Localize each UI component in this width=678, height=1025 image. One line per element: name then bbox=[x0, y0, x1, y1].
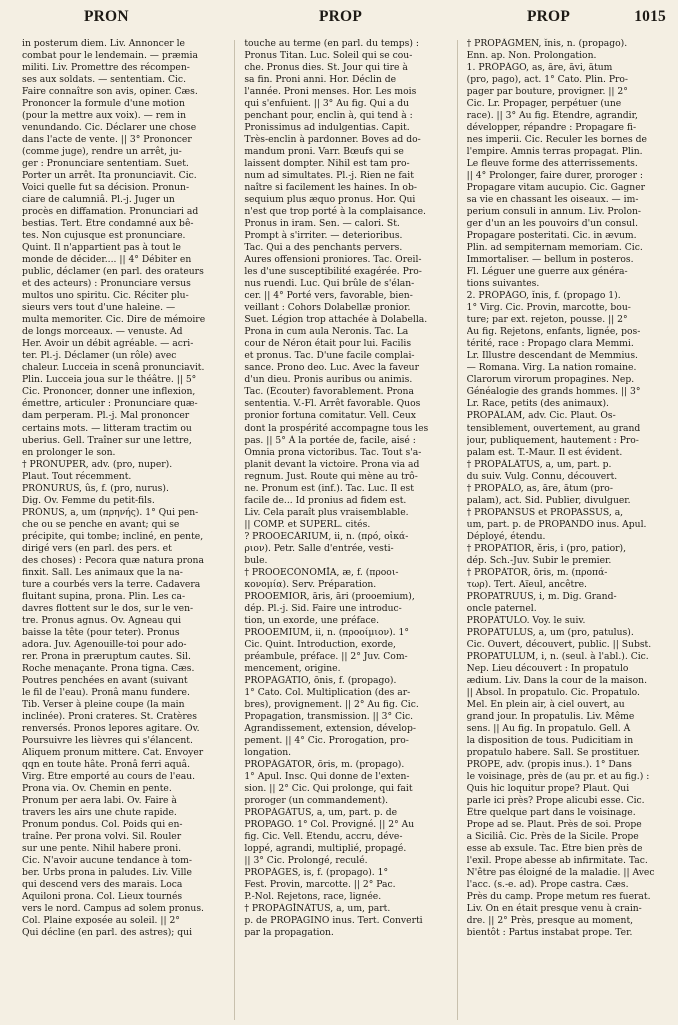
text-line: Aures offensioni proniores. Tac. Oreil- bbox=[244, 254, 422, 266]
text-line: public, déclamer (en parl. des orateurs bbox=[22, 266, 204, 278]
text-line: le voisinage, près de (au pr. et au fig.) : bbox=[466, 770, 650, 782]
text-line: τωρ). Tert. Aïeul, ancêtre. bbox=[466, 578, 587, 590]
text-line: touche au terme (en parl. du temps) : bbox=[244, 38, 419, 49]
column-divider bbox=[234, 40, 235, 1020]
text-line: PRŎPE, adv. (propis inus.). 1° Dans bbox=[466, 758, 632, 770]
text-line: jour, publiquement, hautement : Pro- bbox=[466, 434, 639, 446]
text-line: Très-enclin à pardonner. Boves ad do- bbox=[244, 134, 421, 146]
text-line: † PRŌNŬPER, adv. (pro, nuper). bbox=[22, 458, 173, 470]
text-line: palam est. T.-Maur. Il est évident. bbox=[466, 446, 623, 458]
text-line: cer. || 4° Porté vers, favorable, bien- bbox=[244, 290, 413, 302]
text-line: le fil de l'eau). Pronâ manu fundere. bbox=[22, 686, 190, 698]
text-line: Cic. Prononcer, donner une inflexion, bbox=[22, 386, 196, 398]
column-middle bbox=[244, 38, 447, 1020]
text-line: Déployé, étendu. bbox=[466, 530, 546, 542]
text-line: chaleur. Lucceia in scenâ pronunciavit. bbox=[22, 362, 205, 374]
page-number: 1015 bbox=[634, 8, 666, 25]
text-line: race). || 3° Au fig. Étendre, agrandir, bbox=[466, 110, 638, 122]
text-line: n'est que trop porté à la complaisance. bbox=[244, 206, 426, 218]
text-line: ture a courbés vers la terre. Cadavera bbox=[22, 578, 201, 590]
text-line: Liv. On en était presque venu à crain- bbox=[466, 903, 642, 915]
text-line: bientôt : Partus instabat prope. Ter. bbox=[466, 927, 633, 939]
text-line: sa fin. Proni anni. Hor. Déclin de bbox=[244, 74, 397, 86]
text-line: N'être pas éloigné de la maladie. || Avec bbox=[466, 867, 655, 879]
text-line: p. de PROPAGINO inus. Tert. Converti bbox=[244, 915, 423, 927]
text-line: et pronus. Tac. D'une facile complai- bbox=[244, 350, 415, 362]
text-line: Col. Plaine exposée au soleil. || 2° bbox=[22, 915, 180, 927]
text-line: † PRŎPĀLO, as, āre, ātum (pro- bbox=[466, 482, 613, 494]
text-line: pement. || 4° Cic. Prorogation, pro- bbox=[244, 734, 409, 746]
text-line: PROPAGO. 1° Col. Provigné. || 2° Au bbox=[244, 819, 415, 831]
column-right bbox=[467, 38, 670, 1020]
text-line: Propagare posteritati. Cic. in ævum. bbox=[466, 230, 637, 242]
text-line: Cic. Lr. Propager, perpétuer (une bbox=[466, 98, 622, 110]
text-line: Tib. Verser à pleine coupe (la main bbox=[22, 698, 185, 710]
text-line: Virg. Être emporté au cours de l'eau. bbox=[22, 770, 196, 782]
text-line: sequium plus æquo pronus. Hor. Qui bbox=[244, 194, 416, 206]
text-line: traîne. Per prona volvi. Sil. Rouler bbox=[22, 831, 182, 843]
text-line: l'empire. Amnis terras propagat. Plin. bbox=[466, 146, 643, 158]
text-line: PRŎPĀLAM, adv. Cic. Plaut. Os- bbox=[466, 410, 616, 422]
text-line: Plin. Lucceia joua sur le théâtre. || 5° bbox=[22, 374, 197, 386]
text-line: baisse la tête (pour teter). Pronus bbox=[22, 626, 180, 638]
text-line: dép. Sch.-Juv. Subir le premier. bbox=[466, 554, 612, 566]
text-line: regnum. Just. Route qui mène au trô- bbox=[244, 470, 418, 482]
text-line: dam perperam. Pl.-j. Mal prononcer bbox=[22, 410, 190, 422]
column-divider bbox=[457, 40, 458, 1020]
text-line: fluitant supina, prona. Plin. Les ca- bbox=[22, 590, 186, 602]
text-line: Roche menaçante. Prona tigna. Cæs. bbox=[22, 662, 195, 674]
text-line: nus ruendi. Luc. Qui brûle de s'élan- bbox=[244, 278, 415, 290]
running-head-left: PRON bbox=[84, 8, 129, 25]
text-line: facile de... Id pronius ad fidem est. bbox=[244, 494, 407, 506]
text-line: || Absol. In propatulo. Cic. Propatulo. bbox=[466, 686, 640, 698]
text-line: PROPĀGES, is, f. (propago). 1° bbox=[244, 867, 389, 879]
text-line: ριον). Petr. Salle d'entrée, vesti- bbox=[244, 542, 394, 554]
text-line: Cic. N'avoir aucune tendance à tom- bbox=[22, 855, 192, 867]
text-line: de longs morceaux. — venuste. Ad bbox=[22, 326, 183, 338]
text-line: nes imperii. Cic. Reculer les bornes de bbox=[466, 134, 647, 146]
text-line: militi. Liv. Promettre des récompen- bbox=[22, 62, 190, 74]
text-line: † PROPANSUS et PROPASSUS, a, bbox=[466, 506, 624, 518]
text-line: procès en diffamation. Pronunciari ad bbox=[22, 206, 199, 218]
text-line: Être quelque part dans le voisinage. bbox=[466, 807, 636, 818]
text-line: sententia. V.-Fl. Arrêt favorable. Quos bbox=[244, 398, 421, 410]
text-line: um, part. p. de PROPANDO inus. Apul. bbox=[466, 518, 647, 530]
text-line: P.-Nol. Rejetons, race, lignée. bbox=[244, 891, 382, 903]
text-line: Cic. Ouvert, découvert, public. || Subst. bbox=[466, 638, 652, 650]
text-line: PRŎPĀTŬLUS, a, um (pro, patulus). bbox=[466, 626, 634, 638]
text-line: Immortaliser. — bellum in posteros. bbox=[466, 254, 634, 266]
text-line: esse ab exsule. Tac. Être bien près de bbox=[466, 843, 643, 855]
text-line: davres flottent sur le dos, sur le ven- bbox=[22, 602, 194, 614]
text-line: dont la prospérité accompagne tous les bbox=[244, 422, 429, 434]
text-line: Faire connaître son avis, opiner. Cæs. bbox=[22, 86, 198, 98]
text-line: Quis hic loquitur prope? Plaut. Qui bbox=[466, 782, 630, 794]
text-line: Prona via. Ov. Chemin en pente. bbox=[22, 782, 172, 794]
text-line: renversés. Pronos lepores agitare. Ov. bbox=[22, 722, 200, 734]
text-line: pas. || 5° À la portée de, facile, aisé : bbox=[244, 434, 416, 446]
text-line: sens. || Au fig. In propatulo. Gell. À bbox=[466, 722, 631, 734]
text-line: ture; par ext. rejeton, pousse. || 2° bbox=[466, 314, 628, 326]
text-line: loppé, agrandi, multiplié, propagé. bbox=[244, 843, 407, 855]
text-line: † PRŎPĀLĀTUS, a, um, part. p. bbox=[466, 458, 612, 470]
text-line: cour de Néron était pour lui. Facilis bbox=[244, 338, 412, 350]
text-line: dirigé vers (en parl. des pers. et bbox=[22, 542, 172, 554]
running-head-center: PROP bbox=[319, 8, 362, 25]
text-line: Porter un arrêt. Ita pronunciavit. Cic. bbox=[22, 170, 197, 182]
text-line: PRŎPĀTŬLO. Voy. le suiv. bbox=[466, 614, 586, 626]
text-line: parle ici près? Prope alicubi esse. Cic. bbox=[466, 794, 645, 806]
text-line: par la propagation. bbox=[244, 927, 334, 939]
text-line: Aquiloni prona. Col. Lieux tournés bbox=[22, 891, 183, 903]
text-line: laissent dompter. Nihil est tam pro- bbox=[244, 158, 410, 170]
text-line: 1° Cato. Col. Multiplication (des ar- bbox=[244, 686, 411, 698]
text-line: Propagation, transmission. || 3° Cic. bbox=[244, 710, 414, 722]
text-line: sion. || 2° Cic. Qui prolonge, qui fait bbox=[244, 782, 413, 794]
text-line: PROPĀGĀTUS, a, um, part. p. de bbox=[244, 807, 398, 818]
text-line: fig. Cic. Vell. Étendu, accru, déve- bbox=[244, 831, 403, 843]
text-line: ber. Urbs prona in paludes. Liv. Ville bbox=[22, 867, 192, 879]
text-line: PROPĀGĀTIO, ōnis, f. (propago). bbox=[244, 674, 397, 686]
text-line: dép. Pl.-j. Sid. Faire une introduc- bbox=[244, 602, 402, 614]
running-head-right: PROP bbox=[527, 8, 570, 25]
text-line: † PROOECŌNŎMĬA, æ, f. (προοι- bbox=[244, 566, 399, 578]
text-line: || 3° Cic. Prolongé, reculé. bbox=[244, 855, 368, 867]
text-line: inclinée). Proni crateres. St. Cratères bbox=[22, 710, 197, 722]
text-line: Fl. Léguer une guerre aux généra- bbox=[466, 266, 628, 278]
text-line: finxit. Sall. Les animaux que la na- bbox=[22, 566, 183, 578]
text-line: Dig. Ov. Femme du petit-fils. bbox=[22, 494, 155, 506]
text-line: Pronus in iram. Sen. — calori. St. bbox=[244, 218, 400, 230]
text-line: † PROPĀGĬNĀTUS, a, um, part. bbox=[244, 903, 391, 915]
text-line: Lr. Race, petits (des animaux). bbox=[466, 398, 609, 410]
text-line: † PROPĀGMEN, ĭnis, n. (propago). bbox=[466, 38, 628, 49]
text-line: PRŌNUS, a, um (πρηνής). 1° Qui pen- bbox=[22, 506, 199, 518]
text-line: naître si facilement les haines. In ob- bbox=[244, 182, 417, 194]
text-line: num ad simultates. Pl.-j. Rien ne fait bbox=[244, 170, 414, 182]
text-line: PROOEMIOR, āris, āri (prooemium), bbox=[244, 590, 415, 602]
text-line: sieurs vers tout d'une haleine. — bbox=[22, 302, 176, 314]
text-line: Agrandissement, extension, dévelop- bbox=[244, 722, 416, 734]
text-line: rer. Prona in præruptum cautes. Sil. bbox=[22, 650, 191, 662]
text-line: Propagare vitam aucupio. Cic. Gagner bbox=[466, 182, 646, 194]
text-line: || 4° Prolonger, faire durer, proroger : bbox=[466, 170, 644, 182]
text-line: Qui décline (en parl. des astres); qui bbox=[22, 927, 193, 939]
text-line: in posterum diem. Liv. Annoncer le bbox=[22, 38, 185, 49]
text-line: multos uno spiritu. Cic. Réciter plu- bbox=[22, 290, 189, 302]
text-line: tion, un exorde, une préface. bbox=[244, 614, 379, 626]
text-line: Pronus Titan. Luc. Soleil qui se cou- bbox=[244, 50, 413, 62]
text-line: Poursuivre les lièvres qui s'élancent. bbox=[22, 734, 193, 746]
text-line: monde de décider.... || 4° Débiter en bbox=[22, 254, 192, 266]
text-line: grand jour. In propatulis. Liv. Même bbox=[466, 710, 635, 722]
text-line: Prope ad se. Plaut. Près de soi. Prope bbox=[466, 819, 642, 831]
text-line: multa memoriter. Cic. Dire de mémoire bbox=[22, 314, 206, 326]
text-line: l'acc. (s.-e. ad). Prope castra. Cæs. bbox=[466, 879, 629, 891]
text-line: longation. bbox=[244, 746, 292, 758]
text-line: 1° Virg. Cic. Provin, marcotte, bou- bbox=[466, 302, 631, 314]
text-line: PRŌNŬRUS, ûs, f. (pro, nurus). bbox=[22, 482, 169, 494]
text-line: (pour la mettre aux voix). — rem in bbox=[22, 110, 187, 122]
text-line: Aliquem pronum mittere. Cat. Envoyer bbox=[22, 746, 204, 758]
text-line: Prompt à s'irriter. — deterioribus. bbox=[244, 230, 403, 242]
text-line: Clarorum virorum propagines. Nep. bbox=[466, 374, 635, 386]
text-line: Pronum pondus. Col. Poids qui en- bbox=[22, 819, 183, 831]
text-line: perium consuli in annum. Liv. Prolon- bbox=[466, 206, 642, 218]
text-line: sance. Prono deo. Luc. Avec la faveur bbox=[244, 362, 419, 374]
text-line: Près du camp. Prope metum res fuerat. bbox=[466, 891, 651, 903]
text-line: PROPATRUUS, i, m. Dig. Grand- bbox=[466, 590, 617, 602]
text-line: ses aux soldats. — sententiam. Cic. bbox=[22, 74, 186, 86]
text-line: PROOEMIUM, ii, n. (προοίμιον). 1° bbox=[244, 626, 409, 638]
text-line: vers le nord. Campus ad solem pronus. bbox=[22, 903, 204, 915]
text-line: Prona in cum aula Neronis. Tac. La bbox=[244, 326, 409, 338]
text-line: PROPATULUM, i, n. (seul. à l'abl.). Cic. bbox=[466, 650, 649, 662]
text-line: des choses) : Pecora quæ natura prona bbox=[22, 554, 204, 566]
text-line: térité, race : Propago clara Memmi. bbox=[466, 338, 634, 350]
text-line: ? PROOECĀRIUM, ii, n. (πρό, οἰκά- bbox=[244, 530, 409, 542]
text-line: l'année. Proni menses. Hor. Les mois bbox=[244, 86, 417, 98]
text-line: Liv. Cela paraît plus vraisemblable. bbox=[244, 506, 409, 518]
text-line: émettre, articuler : Pronunciare quæ- bbox=[22, 398, 198, 410]
column-left bbox=[22, 38, 225, 1020]
text-line: Généalogie des grands hommes. || 3° bbox=[466, 386, 641, 398]
text-line: Tac. (Écouter) favorablement. Prona bbox=[244, 386, 414, 398]
text-line: préambule, préface. || 2° Juv. Com- bbox=[244, 650, 408, 662]
text-line: développer, répandre : Propagare fi- bbox=[466, 122, 637, 134]
text-line: pronior fortuna comitatur. Vell. Ceux bbox=[244, 410, 416, 422]
text-line: Fest. Provin, marcotte. || 2° Pac. bbox=[244, 879, 396, 891]
text-line: (comme juge), rendre un arrêt, ju- bbox=[22, 146, 182, 158]
text-line: PROPĀGĀTOR, ōris, m. (propago). bbox=[244, 758, 405, 770]
text-line: Mel. En plein air, à ciel ouvert, au bbox=[466, 698, 625, 710]
text-line: uberius. Gell. Traîner sur une lettre, bbox=[22, 434, 192, 446]
text-line: ædium. Liv. Dans la cour de la maison. bbox=[466, 674, 647, 686]
text-line: sa vie en chassant les oiseaux. — im- bbox=[466, 194, 639, 206]
text-line: bule. bbox=[244, 554, 268, 566]
text-line: la disposition de tous. Pudicitiam in bbox=[466, 734, 634, 746]
text-line: — Romana. Virg. La nation romaine. bbox=[466, 362, 637, 374]
text-line: Cic. Quint. Introduction, exorde, bbox=[244, 638, 396, 650]
text-line: † PRŎPĀTOR, ōris, m. (προπά- bbox=[466, 566, 608, 578]
text-line: † PRŎPĀTIOR, ĕris, i (pro, patior), bbox=[466, 542, 626, 554]
text-line: travers les airs une chute rapide. bbox=[22, 807, 177, 818]
text-line: Prononcer la formule d'une motion bbox=[22, 98, 185, 110]
text-line: mencement, origine. bbox=[244, 662, 341, 674]
text-line: mandum proni. Varr. Bœufs qui se bbox=[244, 146, 404, 158]
text-columns bbox=[22, 38, 670, 1020]
text-line: Plaut. Tout récemment. bbox=[22, 470, 132, 482]
text-line: a Siciliâ. Cic. Près de la Sicile. Prope bbox=[466, 831, 639, 843]
text-line: en prolonger le son. bbox=[22, 446, 116, 458]
text-line: Tac. Qui a des penchants pervers. bbox=[244, 242, 403, 254]
text-line: Pronum per aera labi. Ov. Faire à bbox=[22, 794, 177, 806]
text-line: bestias. Tert. Être condamné aux bê- bbox=[22, 218, 194, 230]
text-line: tions suivantes. bbox=[466, 278, 540, 290]
text-line: proroger (un commandement). bbox=[244, 794, 389, 806]
text-line: che ou se penche en avant; qui se bbox=[22, 518, 180, 530]
text-line: Voici quelle fut sa décision. Pronun- bbox=[22, 182, 190, 194]
text-line: Her. Avoir un débit agréable. — acri- bbox=[22, 338, 194, 350]
text-line: tre. Pronus agnus. Ov. Agneau qui bbox=[22, 614, 182, 626]
text-line: sur une pente. Nihil habere proni. bbox=[22, 843, 182, 855]
text-line: (pro, pago), act. 1° Cato. Plin. Pro- bbox=[466, 74, 629, 86]
text-line: dre. || 2° Près, presque au moment, bbox=[466, 915, 634, 927]
text-line: combat pour le lendemain. — præmia bbox=[22, 50, 198, 62]
text-line: dans l'acte de vente. || 3° Prononcer bbox=[22, 134, 192, 146]
text-line: et des acteurs) : Pronunciare versus bbox=[22, 278, 191, 290]
running-head bbox=[22, 8, 670, 30]
text-line: che. Pronus dies. St. Jour qui tire à bbox=[244, 62, 408, 74]
text-line: pager par bouture, provigner. || 2° bbox=[466, 86, 628, 98]
text-line: penchant pour, enclin à, qui tend à : bbox=[244, 110, 413, 122]
text-line: certains mots. — litteram tractim ou bbox=[22, 422, 192, 434]
text-line: Nep. Lieu découvert : In propatulo bbox=[466, 662, 629, 674]
text-line: ger d'un an les pouvoirs d'un consul. bbox=[466, 218, 639, 230]
text-line: veillant : Cohors Dolabellæ pronior. bbox=[244, 302, 411, 314]
text-line: 2. PRŌPĀGO, ĭnis, f. (propago 1). bbox=[466, 290, 621, 302]
text-line: Poutres penchées en avant (suivant bbox=[22, 674, 188, 686]
text-line: d'un dieu. Pronis auribus ou animis. bbox=[244, 374, 413, 386]
text-line: ter. Pl.-j. Déclamer (un rôle) avec bbox=[22, 350, 177, 362]
text-line: qui descend vers des marais. Loca bbox=[22, 879, 183, 891]
text-line: Omnia prona victoribus. Tac. Tout s'a- bbox=[244, 446, 422, 458]
text-line: Enn. ap. Non. Prolongation. bbox=[466, 50, 597, 62]
text-line: planit devant la victoire. Prona via ad bbox=[244, 458, 420, 470]
text-line: Au fig. Rejetons, enfants, lignée, pos- bbox=[466, 326, 641, 338]
text-line: Pronissimus ad indulgentias. Capit. bbox=[244, 122, 410, 134]
text-line: Quint. Il n'appartient pas à tout le bbox=[22, 242, 181, 254]
text-line: précipite, qui tombe; incliné, en pente, bbox=[22, 530, 204, 542]
text-line: bres), provignement. || 2° Au fig. Cic. bbox=[244, 698, 419, 710]
text-line: qqn en toute hâte. Pronâ ferri aquâ. bbox=[22, 758, 191, 770]
text-line: adora. Juv. Agenouille-toi pour ado- bbox=[22, 638, 187, 650]
text-line: du suiv. Vulg. Connu, découvert. bbox=[466, 470, 618, 482]
text-line: les d'une susceptibilité exagérée. Pro- bbox=[244, 266, 422, 278]
text-line: 1° Apul. Insc. Qui donne de l'exten- bbox=[244, 770, 410, 782]
text-line: tensiblement, ouvertement, au grand bbox=[466, 422, 641, 434]
text-line: Suet. Légion trop attachée à Dolabella. bbox=[244, 314, 428, 326]
text-line: || COMP. et SUPERL. cités. bbox=[244, 518, 371, 530]
text-line: propatulo habere. Sall. Se prostituer. bbox=[466, 746, 640, 758]
text-line: Le fleuve forme des atterrissements. bbox=[466, 158, 638, 170]
text-line: ne. Pronum est (inf.). Tac. Luc. Il est bbox=[244, 482, 414, 494]
text-line: l'exil. Prope abesse ab infirmitate. Tac. bbox=[466, 855, 648, 867]
text-line: Plin. ad sempiternam memoriam. Cic. bbox=[466, 242, 643, 254]
text-line: Lr. Illustre descendant de Memmius. bbox=[466, 350, 638, 362]
text-line: qui s'enfuient. || 3° Au fig. Qui a du bbox=[244, 98, 410, 110]
text-line: palam), act. Sid. Publier, divulguer. bbox=[466, 494, 631, 506]
text-line: κονομία). Serv. Préparation. bbox=[244, 578, 377, 590]
text-line: tes. Non cujusque est pronunciare. bbox=[22, 230, 186, 242]
text-line: ger : Pronunciare sententiam. Suet. bbox=[22, 158, 189, 170]
text-line: oncle paternel. bbox=[466, 602, 537, 614]
text-line: venundando. Cic. Déclarer une chose bbox=[22, 122, 197, 134]
text-line: ciare de calumniâ. Pl.-j. Juger un bbox=[22, 194, 175, 206]
text-line: 1. PRŌPĀGO, as, āre, āvi, ātum bbox=[466, 62, 613, 74]
